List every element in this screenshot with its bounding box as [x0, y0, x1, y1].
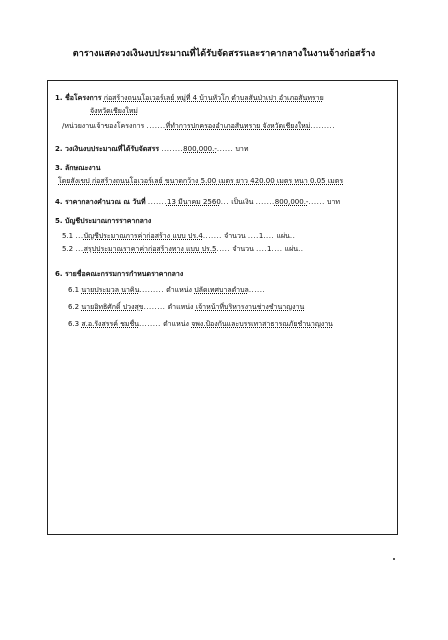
committee-member: 6.2 นายอิทธิศักดิ์ ปวงสุข........ ตำแหน่ง เจ้าหน้าที่บริหารงานช่างชำนาญงาน: [68, 303, 305, 311]
budget-label: 2. วงเงินงบประมาณที่ได้รับจัดสรร: [55, 145, 160, 153]
estimate-list-label: 5. บัญชีประมาณการราคากลาง: [55, 217, 152, 225]
estimate-item-qty: 1: [267, 245, 272, 253]
budget-amount: 800,000.-: [183, 145, 217, 153]
member-name: นายอิทธิศักดิ์ ปวงสุข: [81, 303, 144, 311]
work-description-row: [58, 177, 343, 186]
estimate-item-num: 5.2: [62, 245, 74, 253]
page-title: ตารางแสดงวงเงินงบประมาณที่ได้รับจัดสรรและราคากลางในงานจ้างก่อสร้าง: [72, 49, 376, 59]
median-price-row: 4. ราคากลางคำนวณ ณ วันที่ .......13 มีนาคม 2560... เป็นเงิน .......800,000.-...... บาท: [55, 198, 341, 206]
member-num: 6.2: [68, 303, 80, 311]
project-province: จังหวัดเชียงใหม่: [90, 107, 138, 115]
member-position-label: ตำแหน่ง: [167, 303, 194, 311]
budget-row: 2. วงเงินงบประมาณที่ได้รับจัดสรร ........800,000.-...... บาท: [55, 145, 249, 153]
estimate-item-qty-label: จำนวน: [232, 245, 254, 253]
budget-unit: บาท: [235, 145, 249, 153]
member-name: นายประมวล นาคิน: [81, 286, 140, 294]
committee-member: 6.3 ส.อ.รังสรรค์ ชมชื่น........ ตำแหน่ง จพง.ป้องกันและบรรเทาสาธารณภัยชำนาญงาน: [68, 320, 333, 328]
estimate-item-text: บัญชีประมาณการค่าก่อสร้าง แบบ ปร.4: [83, 232, 203, 240]
estimate-item-num: 5.1: [62, 232, 74, 240]
estimate-list-row: [55, 217, 151, 226]
work-type-row: [55, 164, 101, 173]
median-price-mid: เป็นเงิน: [231, 198, 254, 206]
stray-mark: [393, 558, 395, 560]
member-num: 6.3: [68, 320, 80, 328]
estimate-item-text: สรุปประมาณราคาค่าก่อสร้างทาง แบบ ปร.5: [83, 245, 217, 253]
member-position: เจ้าหน้าที่บริหารงานช่างชำนาญงาน: [195, 303, 305, 311]
project-name-row-2: [90, 107, 138, 116]
member-position-label: ตำแหน่ง: [166, 286, 192, 294]
agency-label: /หน่วยงานเจ้าของโครงการ: [62, 122, 145, 130]
committee-row: [55, 270, 183, 279]
median-price-label: 4. ราคากลางคำนวณ ณ วันที่: [55, 198, 146, 206]
estimate-item: 5.1 ...บัญชีประมาณการค่าก่อสร้าง แบบ ปร.4....... จำนวน ....1.... แผ่น..: [62, 232, 296, 240]
member-position: ปลัดเทศบาลตำบล: [194, 286, 249, 294]
estimate-item-qty: 1: [258, 232, 264, 240]
agency-value: ที่ทำการปกครองอำเภอสันทราย จังหวัดเชียงใหม่: [165, 122, 311, 130]
work-description: โดยสังเขป ก่อสร้างถนนโอเวอร์เลย์ ขนาดกว้าง 5.00 เมตร ยาว 420.00 เมตร หนา 0.05 เมตร: [58, 177, 344, 185]
member-position-label: ตำแหน่ง: [163, 320, 189, 328]
estimate-item-unit: แผ่น: [284, 245, 299, 253]
committee-member: 6.1 นายประมวล นาคิน......... ตำแหน่ง ปลัดเทศบาลตำบล......: [68, 286, 266, 294]
estimate-item: 5.2 ...สรุปประมาณราคาค่าก่อสร้างทาง แบบ ปร.5..... จำนวน ....1.... แผ่น..: [62, 245, 304, 253]
member-name: ส.อ.รังสรรค์ ชมชื่น: [81, 320, 140, 328]
member-num: 6.1: [68, 286, 80, 294]
project-name-row: [55, 94, 324, 103]
member-position: จพง.ป้องกันและบรรเทาสาธารณภัยชำนาญงาน: [191, 320, 333, 328]
estimate-item-qty-label: จำนวน: [224, 232, 246, 240]
median-price-unit: บาท: [327, 198, 341, 206]
median-price-amount: 800,000.-: [274, 198, 309, 206]
agency-row: /หน่วยงานเจ้าของโครงการ .......ที่ทำการปกครองอำเภอสันทราย จังหวัดเชียงใหม่.........: [62, 122, 335, 130]
median-price-date: 13 มีนาคม 2560: [166, 198, 221, 206]
project-name-label: 1. ชื่อโครงการ: [55, 94, 102, 102]
committee-label: 6. รายชื่อคณะกรรมการกำหนดราคากลาง: [55, 270, 184, 278]
work-type-label: 3. ลักษณะงาน: [55, 164, 101, 172]
estimate-item-unit: แผ่น: [276, 232, 290, 240]
project-name-value: ก่อสร้างถนนโอเวอร์เลย์ หมู่ที่ 4 บ้านหัวโก ตำบลสันป่าเปา อำเภอสันทราย: [103, 94, 324, 102]
